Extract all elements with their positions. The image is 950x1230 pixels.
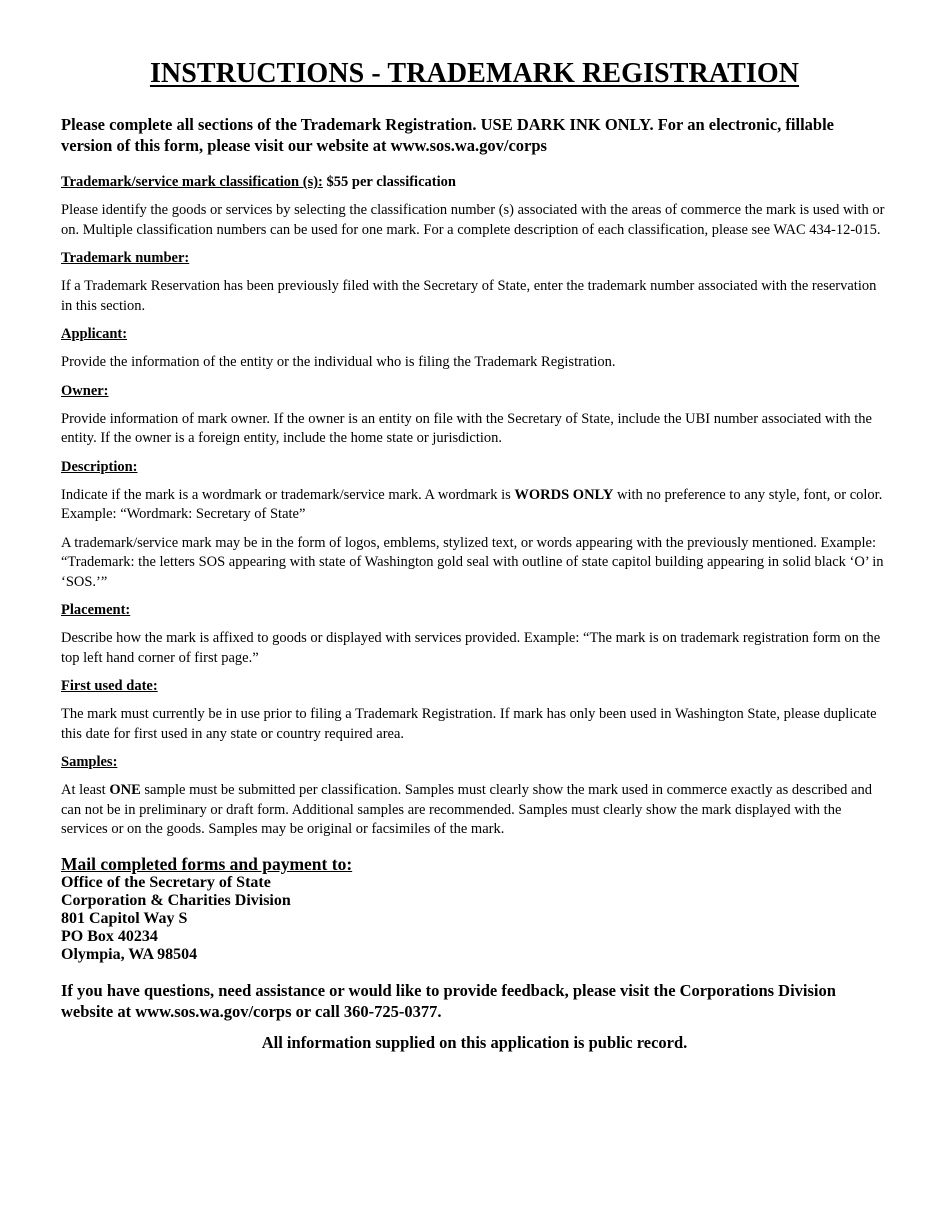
- section-applicant: [61, 325, 888, 373]
- intro-text: Please complete all sections of the Trademark Registration. USE DARK INK ONLY. For an electronic, fillable version of this form, please visit our website at www.sos.wa.gov/corps: [61, 115, 834, 155]
- mailing-line-office: Office of the Secretary of State: [61, 873, 271, 891]
- mailing-line-po-box: PO Box 40234: [61, 927, 158, 945]
- one-emphasis: ONE: [109, 782, 141, 798]
- first-used-heading: [61, 677, 888, 696]
- description-text-wordmark: [61, 486, 888, 525]
- applicant-heading-label: Applicant:: [61, 326, 128, 342]
- placement-heading-label: Placement:: [61, 602, 131, 618]
- section-samples: [61, 753, 888, 840]
- placement-text: Describe how the mark is affixed to goods or displayed with services provided. Example: “The mark is on trademark registration form on the top left hand corner of first page.”: [61, 630, 881, 666]
- classification-heading: [61, 173, 888, 192]
- samples-heading: [61, 753, 888, 772]
- questions-contact-text: If you have questions, need assistance or would like to provide feedback, please visit the Corporations Division website at www.sos.wa.gov/corps or call 360-725-0377.: [61, 980, 836, 1021]
- section-classification: [61, 173, 888, 240]
- description-text-part: Indicate if the mark is a wordmark or trademark/service mark. A wordmark is: [61, 486, 515, 503]
- samples-text: [61, 781, 888, 840]
- placement-heading: [61, 601, 888, 620]
- trademark-number-text: If a Trademark Reservation has been previously filed with the Secretary of State, enter the trademark number associated with the reservation in this section.: [61, 278, 877, 314]
- section-description: [61, 458, 888, 593]
- words-only-emphasis: WORDS ONLY: [514, 486, 614, 503]
- mailing-line-street: 801 Capitol Way S: [61, 909, 188, 927]
- owner-heading-label: Owner:: [61, 382, 109, 399]
- description-heading: [61, 458, 888, 477]
- mailing-line-city: Olympia, WA 98504: [61, 945, 198, 963]
- section-placement: [61, 601, 888, 668]
- mailing-address-block: [61, 854, 888, 964]
- description-heading-label: Description:: [61, 458, 138, 475]
- applicant-text: Provide the information of the entity or the individual who is filing the Trademark Registration.: [61, 354, 616, 370]
- section-trademark-number: [61, 249, 888, 316]
- public-record-notice: All information supplied on this application is public record.: [261, 1032, 688, 1052]
- first-used-heading-label: First used date:: [61, 678, 158, 694]
- description-text-part: with no preference to any style, font, or color. Example: “Wordmark: Secretary of State”: [61, 486, 883, 522]
- trademark-number-heading: [61, 249, 888, 268]
- trademark-number-heading-label: Trademark number:: [61, 250, 190, 266]
- samples-text-part: sample must be submitted per classification. Samples must clearly show the mark used in commerce exactly as described and can not be in preliminary or draft form. Additional samples are recommended. Samples must clearly show the mark displayed with the services or on the goods. Samples may be original or facsimiles of the mark.: [61, 782, 872, 837]
- applicant-heading: [61, 325, 888, 344]
- samples-text-part: At least: [61, 782, 110, 798]
- first-used-text: The mark must currently be in use prior to filing a Trademark Registration. If mark has only been used in Washington State, please duplicate this date for first used in any state or country required area.: [61, 706, 877, 742]
- section-owner: [61, 382, 888, 449]
- description-text-trademark: A trademark/service mark may be in the form of logos, emblems, stylized text, or words appearing with the previously mentioned. Example: “Trademark: the letters SOS appearing with state of Washington gold seal with outline of state capitol building appearing in solid black ‘O’ in ‘SOS.’”: [61, 534, 884, 590]
- mailing-line-division: Corporation & Charities Division: [61, 891, 291, 909]
- samples-heading-label: Samples:: [61, 754, 118, 770]
- classification-text: Please identify the goods or services by selecting the classification number (s) associated with the areas of commerce the mark is used with or on. Multiple classification numbers can be used for one mark. For a complete description of each classification, please see WAC 434-12-015.: [61, 202, 885, 238]
- classification-fee: $55 per classification: [322, 174, 456, 190]
- section-first-used-date: [61, 677, 888, 744]
- owner-text: Provide information of mark owner. If the owner is an entity on file with the Secretary of State, include the UBI number associated with the entity. If the owner is a foreign entity, include the home state or jurisdiction.: [61, 410, 872, 446]
- classification-heading-label: Trademark/service mark classification (s):: [61, 174, 323, 190]
- page-title: INSTRUCTIONS - TRADEMARK REGISTRATION: [149, 58, 800, 89]
- mailing-heading: Mail completed forms and payment to:: [61, 853, 353, 874]
- owner-heading: [61, 382, 888, 401]
